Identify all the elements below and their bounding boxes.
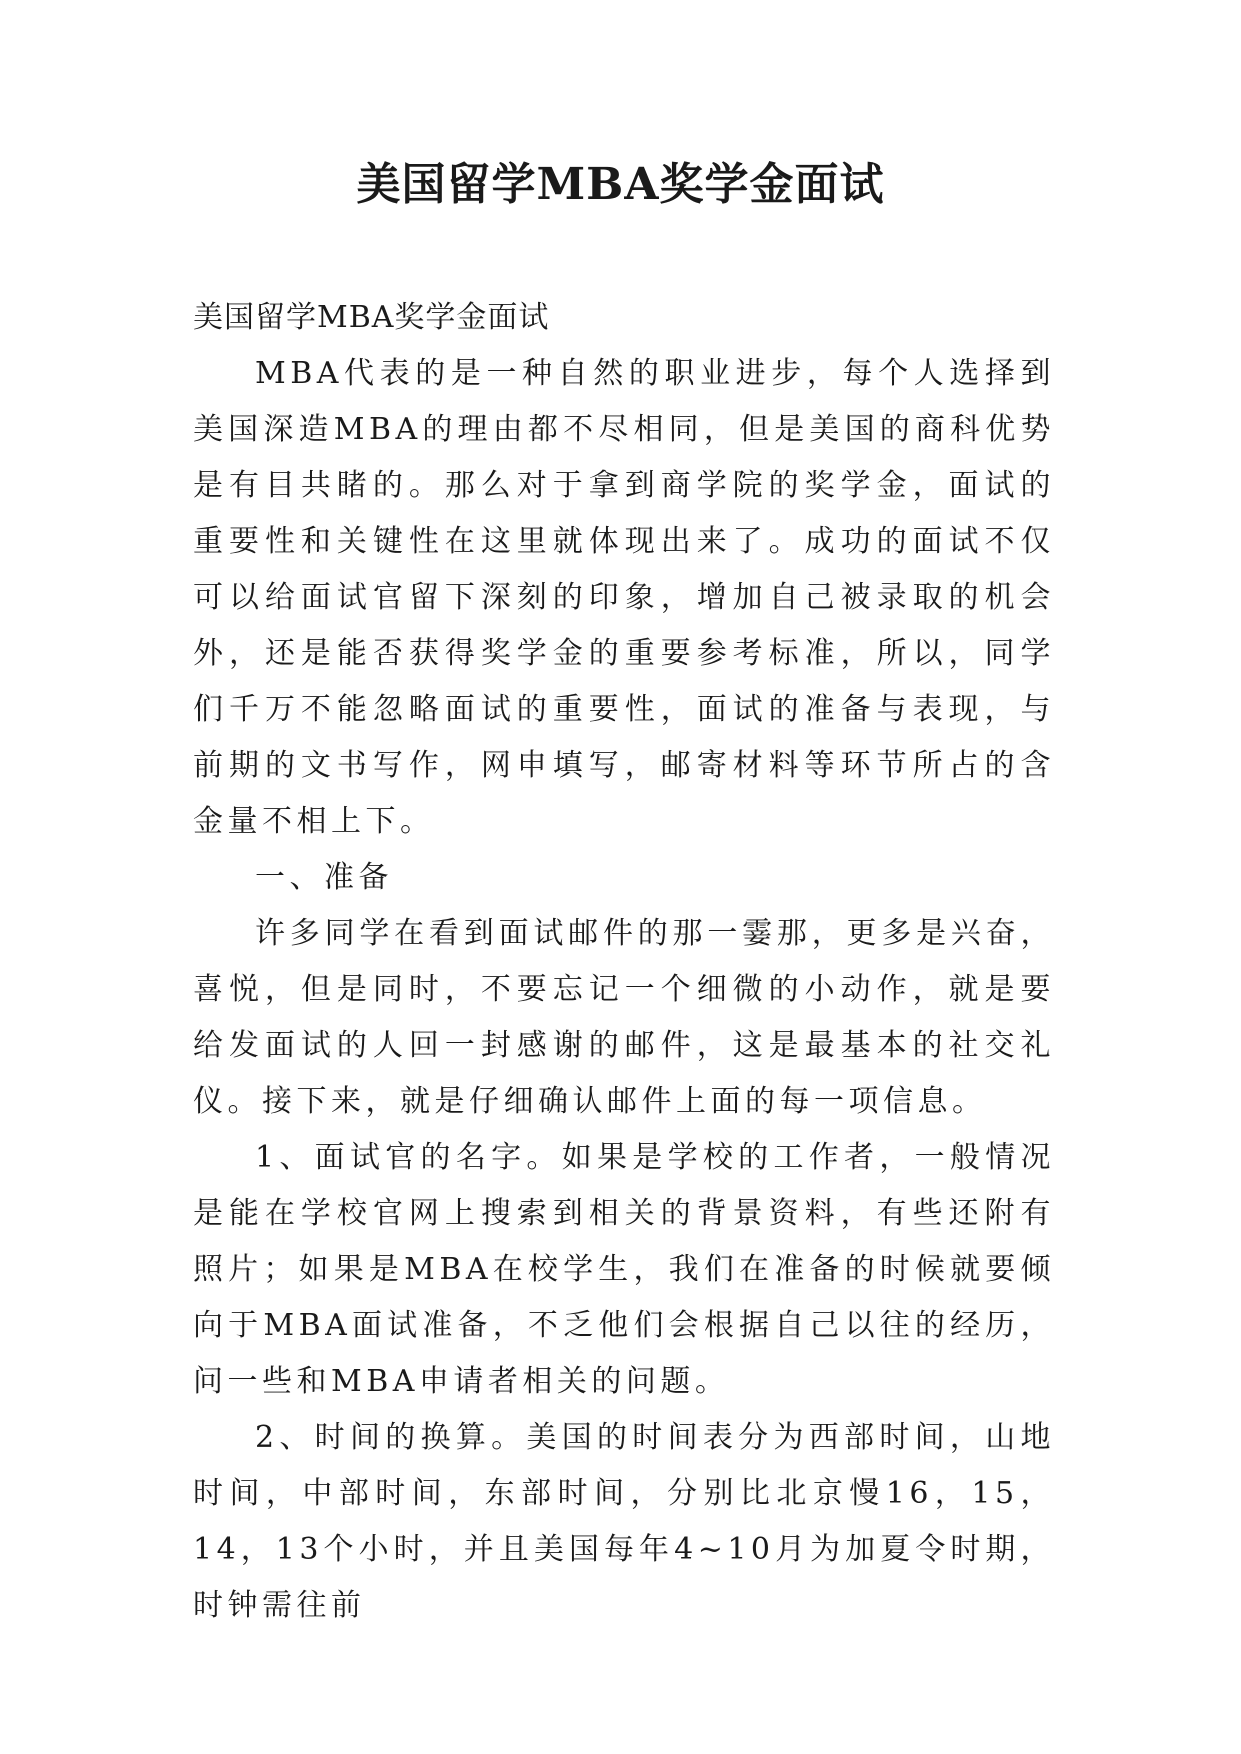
document-body [193, 290, 1055, 1634]
document-title: 美国留学MBA奖学金面试 [356, 159, 885, 210]
interviewer-name-paragraph: 1、面试官的名字。如果是学校的工作者，一般情况是能在学校官网上搜索到相关的背景资料，有些还附有照片；如果是MBA在校学生，我们在准备的时候就要倾向于MBA面试准备，不乏他们会根据自己以往的经历，问一些和MBA申请者相关的问题。 [193, 1140, 1055, 1399]
document-subtitle: 美国留学MBA奖学金面试 [193, 300, 550, 335]
time-conversion-paragraph: 2、时间的换算。美国的时间表分为西部时间，山地时间，中部时间，东部时间，分别比北京慢16，15，14，13个小时，并且美国每年4~10月为加夏令时期，时钟需往前 [193, 1420, 1055, 1623]
preparation-paragraph: 许多同学在看到面试邮件的那一霎那，更多是兴奋，喜悦，但是同时，不要忘记一个细微的小动作，就是要给发面试的人回一封感谢的邮件，这是最基本的社交礼仪。接下来，就是仔细确认邮件上面的每一项信息。 [193, 916, 1055, 1119]
intro-paragraph: MBA代表的是一种自然的职业进步，每个人选择到美国深造MBA的理由都不尽相同，但是美国的商科优势是有目共睹的。那么对于拿到商学院的奖学金，面试的重要性和关键性在这里就体现出来了。成功的面试不仅可以给面试官留下深刻的印象，增加自己被录取的机会外，还是能否获得奖学金的重要参考标准，所以，同学们千万不能忽略面试的重要性，面试的准备与表现，与前期的文书写作，网申填写，邮寄材料等环节所占的含金量不相上下。 [193, 356, 1055, 839]
section-heading-preparation: 一、准备 [255, 860, 393, 895]
